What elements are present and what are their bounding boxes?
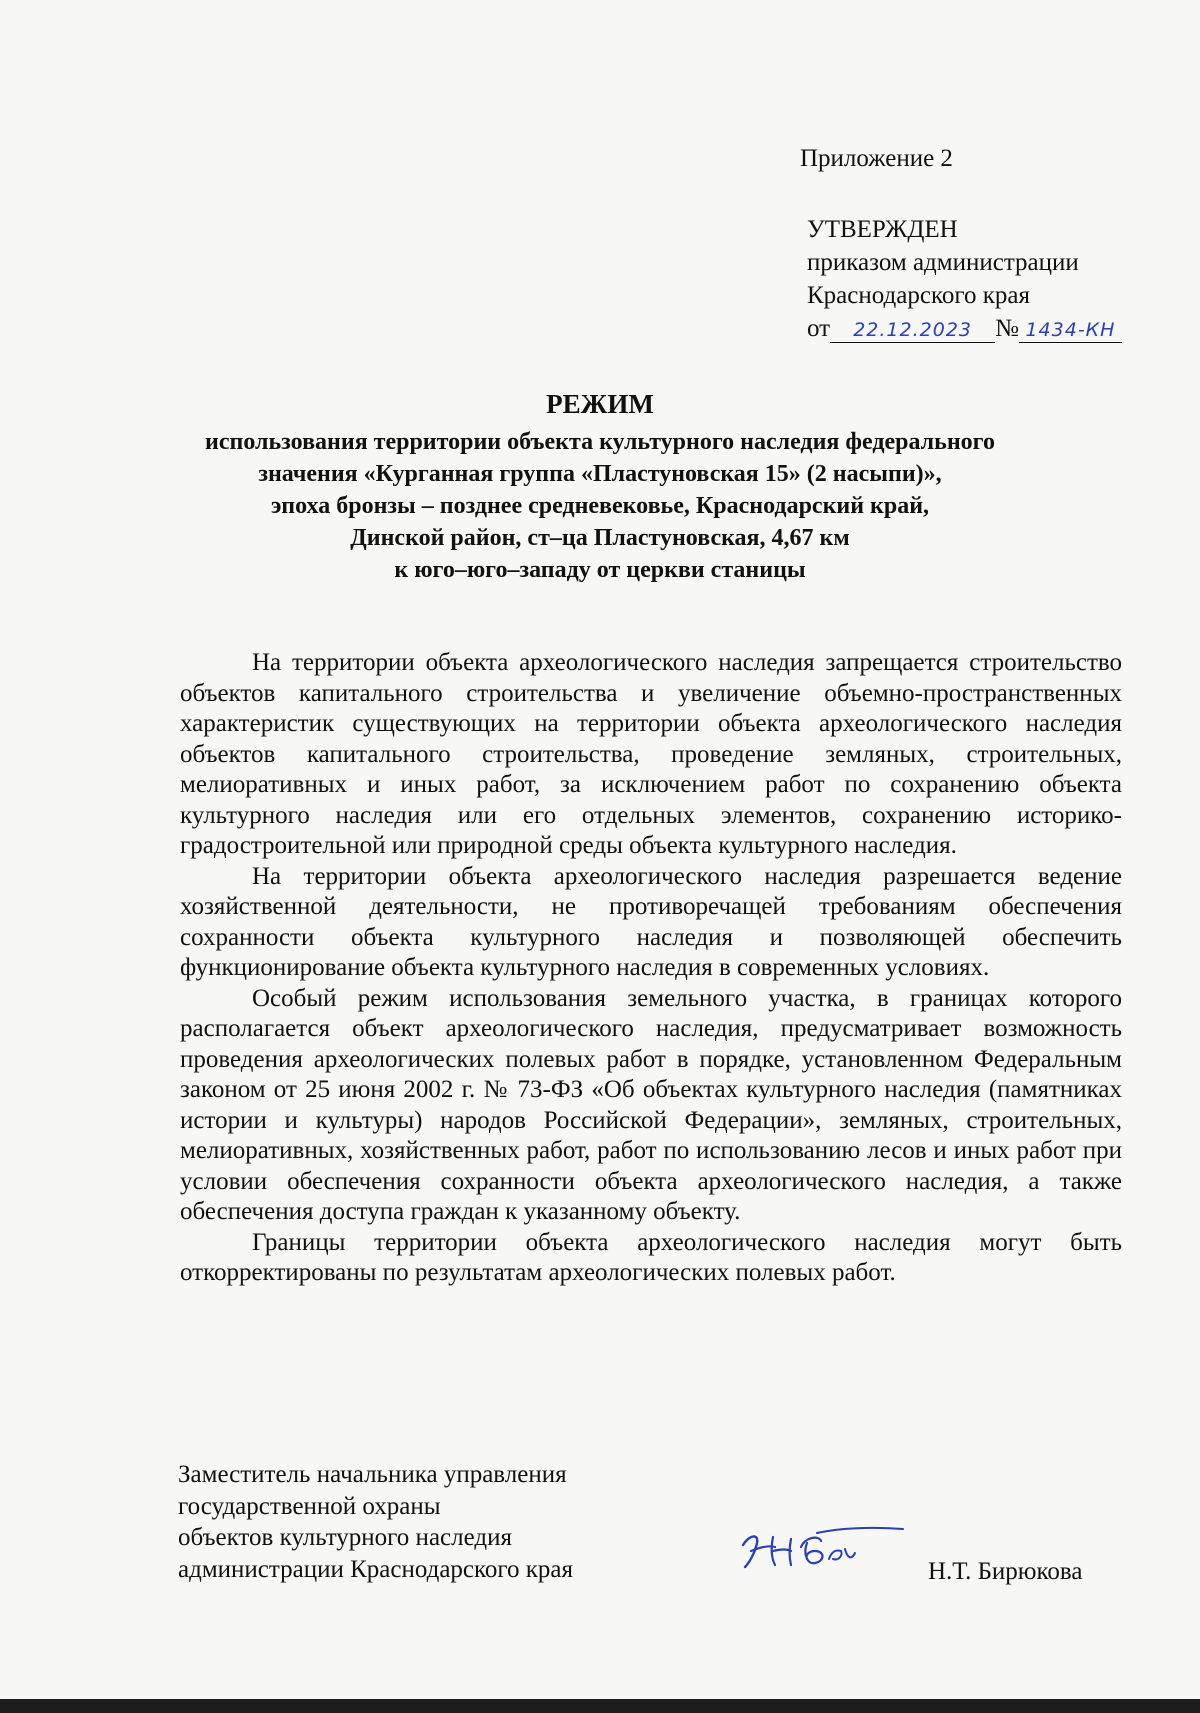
approval-line-2: Краснодарского края <box>807 282 1030 309</box>
paragraph-prohibitions: На территории объекта археологического наследия запрещается строительство объектов капитального строительства и увеличение объемно-пространственных характеристик существующих на территории объекта археологического наследия объектов капитального строительства, проведение земляных, строительных, мелиоративных и иных работ, за исключением работ по сохранению объекта культурного наследия или его отдельных элементов, сохранению историко-градостроительной или природной среды объекта культурного наследия. <box>180 649 1122 859</box>
approval-block <box>807 213 1122 345</box>
title-line-1: использования территории объекта культурного наследия федерального <box>205 429 995 455</box>
title-line-2: значения «Курганная группа «Пластуновская 15» (2 насыпи)», <box>258 461 942 487</box>
scan-border <box>0 1699 1200 1713</box>
number-prefix: № <box>995 315 1019 342</box>
position-line-3: объектов культурного наследия <box>178 1524 512 1551</box>
approval-status: УТВЕРЖДЕН <box>807 216 958 243</box>
paragraph-permissions: На территории объекта археологического наследия разрешается ведение хозяйственной деятельности, не противоречащей требованиям обеспечения сохранности объекта культурного наследия и позволяющей обеспечить функционирование объекта культурного наследия в современных условиях. <box>180 862 1122 981</box>
position-line-1: Заместитель начальника управления <box>178 1461 567 1488</box>
title-line-3: эпоха бронзы – позднее средневековье, Краснодарский край, <box>270 493 930 519</box>
title-main: РЕЖИМ <box>546 389 654 419</box>
approval-date-line <box>807 312 1122 345</box>
position-line-4: администрации Краснодарского края <box>178 1555 574 1583</box>
handwritten-date: 22.12.2023 <box>830 318 995 343</box>
handwritten-signature <box>735 1523 910 1573</box>
document-title <box>150 385 1050 586</box>
position-line-2: государственной охраны <box>178 1492 441 1520</box>
paragraph-special-regime: Особый режим использования земельного участка, в границах которого располагается объект археологического наследия, предусматривает возможность проведения археологических полевых работ в порядке, установленном Федеральным законом от 25 июня 2002 г. № 73-ФЗ «Об объектах культурного наследия (памятниках истории и культуры) народов Российской Федерации», земляных, строительных, мелиоративных, хозяйственных работ, работ по использованию лесов и иных работ при условии обеспечения сохранности объекта археологического наследия, а также обеспечения доступа граждан к указанному объекту. <box>180 984 1122 1225</box>
document-body <box>180 648 1122 1289</box>
signatory-position <box>178 1459 573 1585</box>
approval-line-1: приказом администрации <box>807 249 1079 276</box>
date-prefix: от <box>807 315 831 342</box>
title-line-4: Динской район, ст–ца Пластуновская, 4,67 км <box>350 525 850 551</box>
appendix-label: Приложение 2 <box>800 145 953 172</box>
handwritten-number: 1434-КН <box>1019 318 1122 343</box>
title-line-5: к юго–юго–западу от церкви станицы <box>394 557 806 583</box>
signatory-name: Н.Т. Бирюкова <box>928 1558 1083 1585</box>
paragraph-boundaries: Границы территории объекта археологического наследия могут быть откорректированы по результатам археологических полевых работ. <box>180 1228 1122 1286</box>
